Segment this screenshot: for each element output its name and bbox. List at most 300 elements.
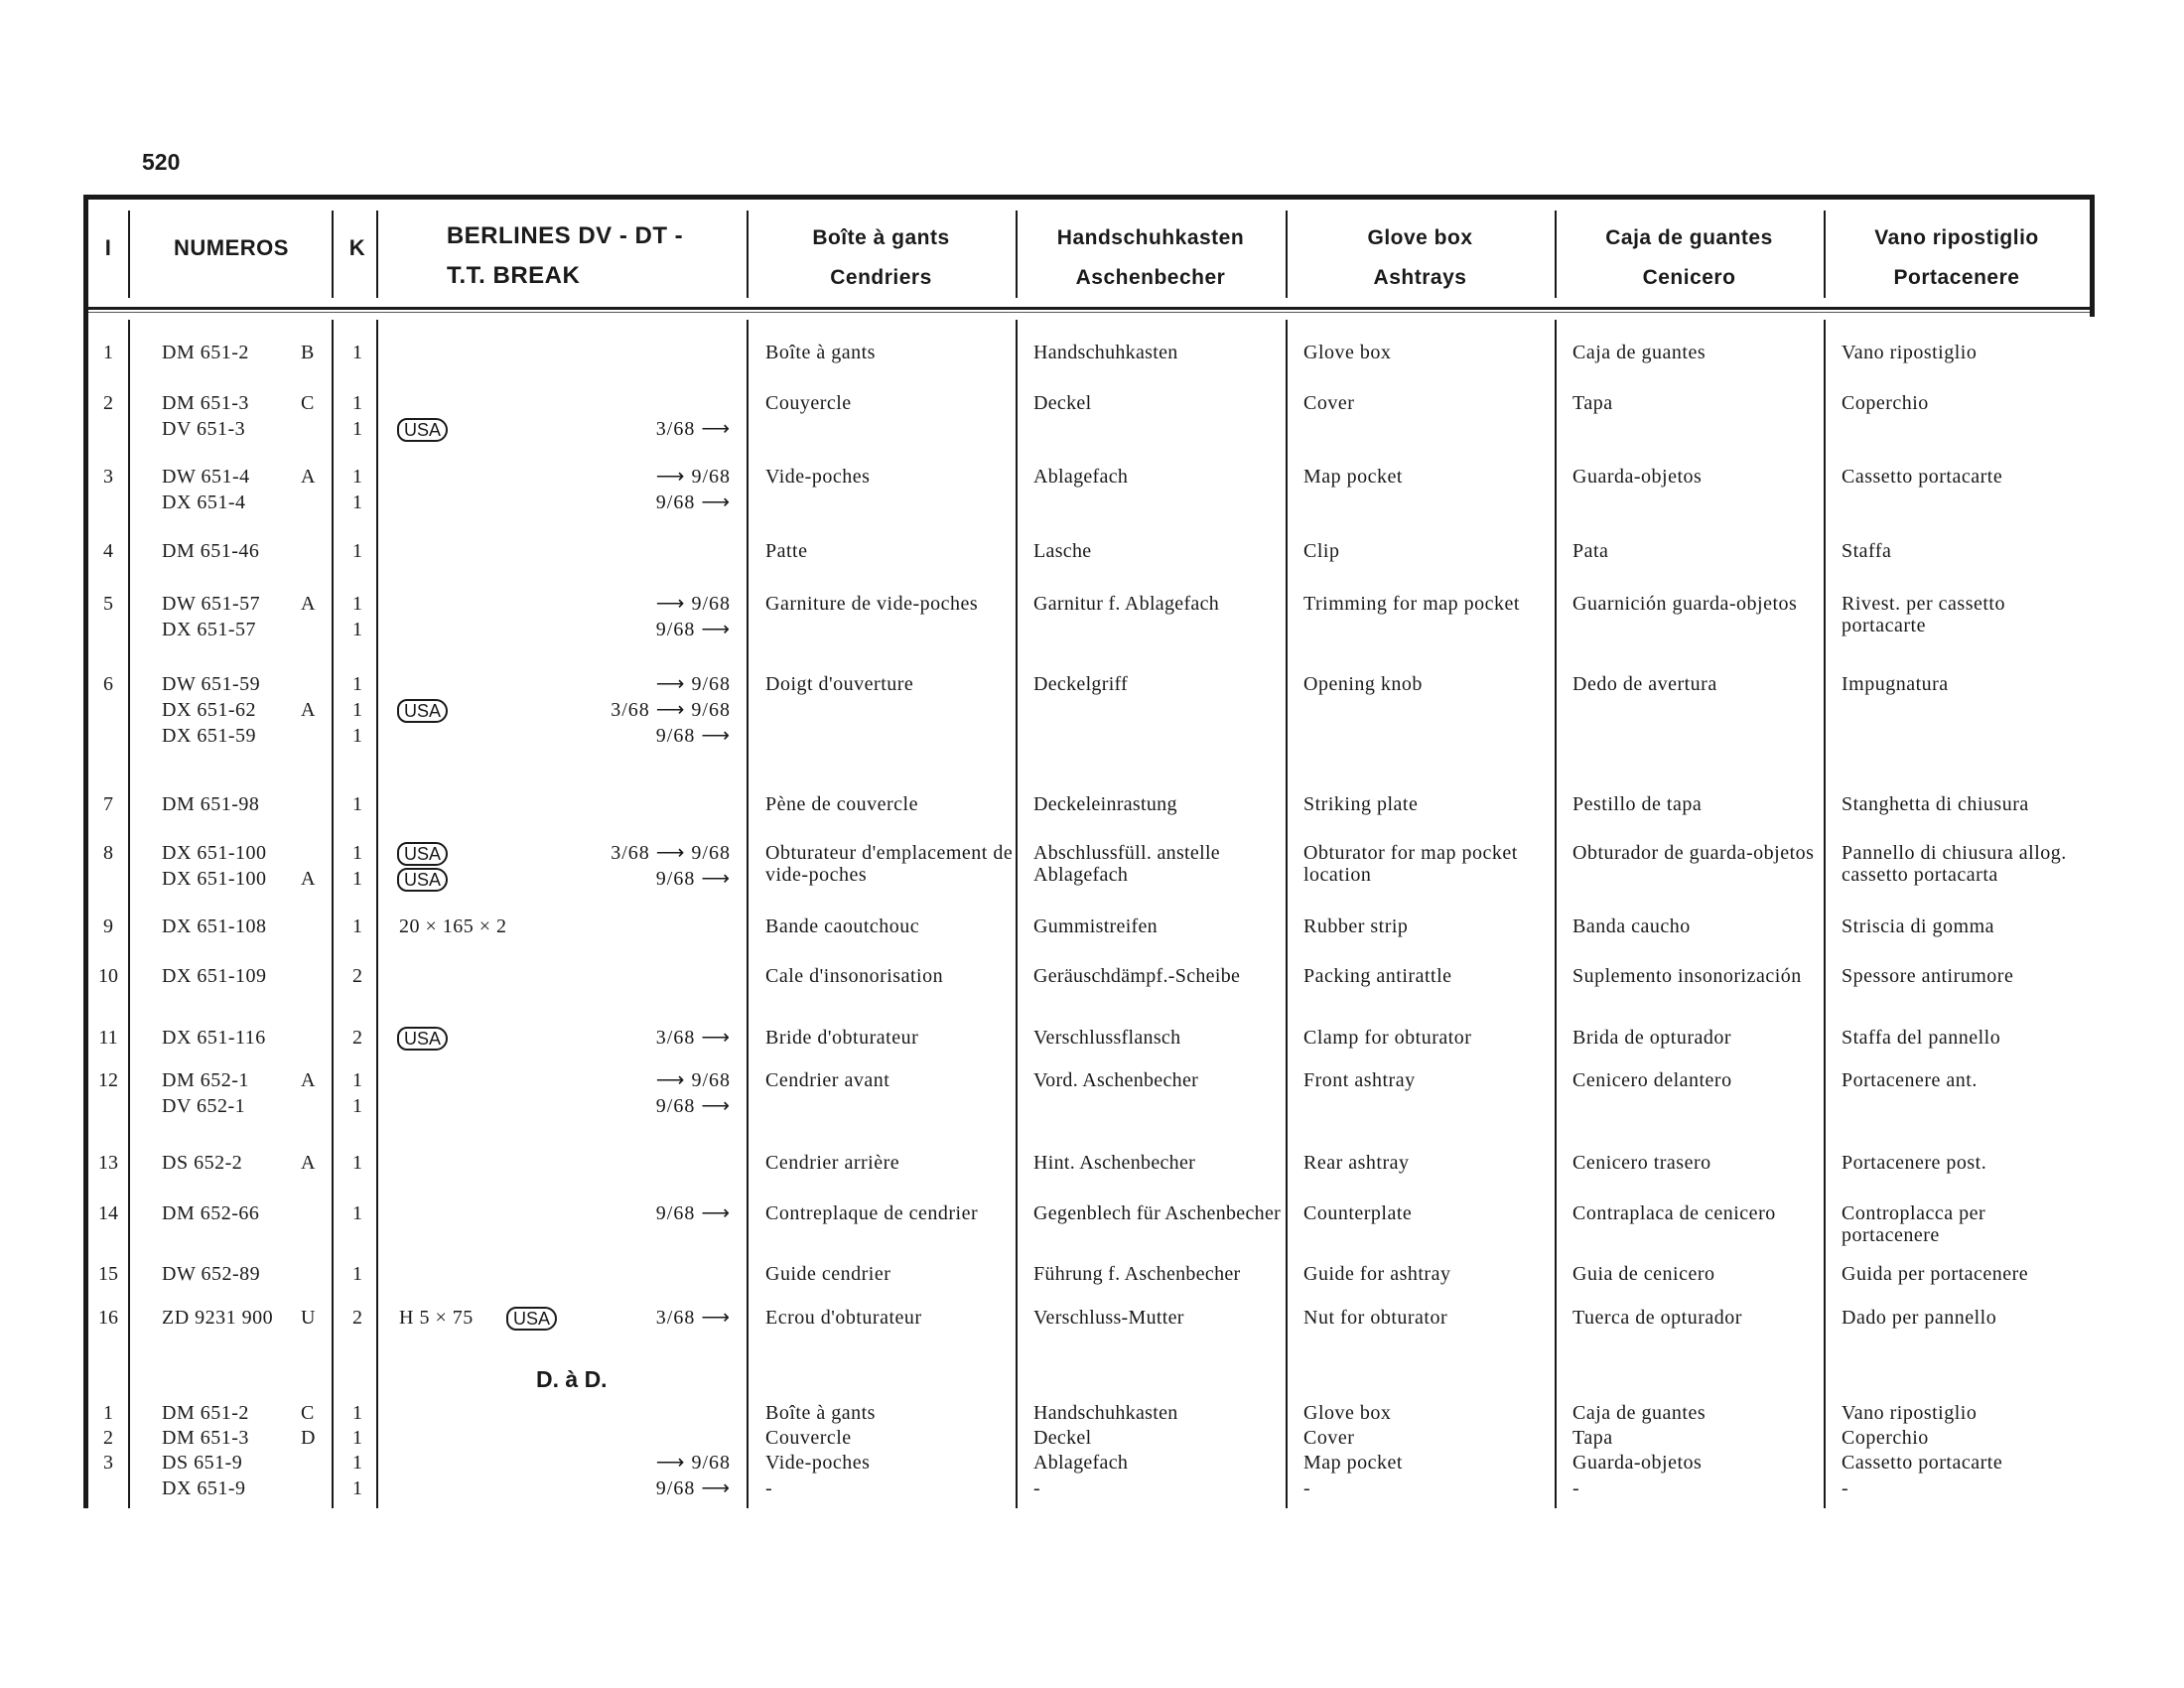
part-number-line bbox=[162, 868, 329, 894]
quantity bbox=[336, 1152, 379, 1178]
dash-placeholder: - bbox=[1572, 1477, 1580, 1499]
quantity-value: 1 bbox=[352, 673, 362, 695]
quantity-value: 1 bbox=[352, 1152, 362, 1174]
applicability bbox=[389, 540, 739, 566]
part-code: DV 652-1 bbox=[162, 1095, 246, 1117]
applicability-line bbox=[389, 1027, 739, 1053]
part-number-line bbox=[162, 1307, 329, 1333]
desc-german: Hint. Aschenbecher bbox=[1033, 1152, 1196, 1174]
part-variant bbox=[301, 793, 323, 819]
applicability-line bbox=[389, 1477, 739, 1503]
quantity-value: 1 bbox=[352, 1069, 362, 1091]
part-numbers bbox=[162, 1307, 329, 1333]
part-number-line bbox=[162, 1427, 329, 1453]
quantity-value: 1 bbox=[352, 1427, 362, 1449]
quantity-value: 2 bbox=[352, 1027, 362, 1049]
part-variant: U bbox=[301, 1307, 316, 1329]
quantity-value: 1 bbox=[352, 466, 362, 488]
applicability-line bbox=[389, 1307, 739, 1333]
desc-english: Nut for obturator bbox=[1303, 1307, 1448, 1329]
quantity-value: 1 bbox=[352, 725, 362, 747]
date-range: 9/68 ⟶ bbox=[655, 1477, 731, 1499]
desc-french: Doigt d'ouverture bbox=[765, 673, 914, 695]
part-numbers bbox=[162, 392, 329, 444]
desc-italian: Coperchio bbox=[1842, 392, 1929, 414]
part-number-line bbox=[162, 673, 329, 699]
applicability bbox=[389, 673, 739, 751]
date-range: 9/68 ⟶ bbox=[655, 868, 731, 890]
part-numbers bbox=[162, 1027, 329, 1053]
desc-english: Trimming for map pocket bbox=[1303, 593, 1520, 615]
part-number-line bbox=[162, 1402, 329, 1428]
part-code: DX 651-59 bbox=[162, 725, 257, 747]
part-number-line bbox=[162, 342, 329, 367]
desc-german: Lasche bbox=[1033, 540, 1092, 562]
desc-english: Glove box bbox=[1303, 342, 1392, 363]
desc-italian: Spessore antirumore bbox=[1842, 965, 2014, 987]
desc-english: Front ashtray bbox=[1303, 1069, 1416, 1091]
quantity bbox=[336, 1402, 379, 1428]
desc-french: Ecrou d'obturateur bbox=[765, 1307, 922, 1329]
quantity bbox=[336, 593, 379, 644]
applicability bbox=[389, 915, 739, 941]
usa-badge-icon: USA bbox=[506, 1307, 557, 1331]
part-code: DV 651-3 bbox=[162, 418, 246, 440]
header-en-line1: Glove box bbox=[1367, 226, 1473, 249]
desc-german: Geräuschdämpf.-Scheibe bbox=[1033, 965, 1241, 987]
part-number-line bbox=[162, 699, 329, 725]
desc-spanish: Caja de guantes bbox=[1572, 342, 1706, 363]
row-index: 13 bbox=[98, 1152, 118, 1174]
date-range: 3/68 ⟶ 9/68 bbox=[611, 699, 731, 721]
date-range: 9/68 ⟶ bbox=[655, 725, 731, 747]
quantity bbox=[336, 1069, 379, 1121]
desc-german: Verschluss-Mutter bbox=[1033, 1307, 1184, 1329]
desc-italian: Portacenere ant. bbox=[1842, 1069, 1978, 1091]
header-col-k: K bbox=[348, 235, 366, 260]
applicability-line bbox=[389, 699, 739, 725]
quantity-value: 1 bbox=[352, 1402, 362, 1424]
part-variant bbox=[301, 540, 323, 566]
header-it-line1: Vano ripostiglio bbox=[1874, 226, 2039, 249]
applicability-line bbox=[389, 868, 739, 894]
desc-french: Vide-poches bbox=[765, 466, 871, 488]
quantity-value: 1 bbox=[352, 392, 362, 414]
desc-english: Clip bbox=[1303, 540, 1340, 562]
part-code: DS 652-2 bbox=[162, 1152, 243, 1174]
part-code: DX 651-100 bbox=[162, 842, 267, 864]
part-numbers bbox=[162, 793, 329, 819]
desc-french: Boîte à gants bbox=[765, 342, 876, 363]
desc-french: Bride d'obturateur bbox=[765, 1027, 919, 1049]
desc-german: Abschlussfüll. anstelle Ablagefach bbox=[1033, 842, 1220, 886]
applicability-line bbox=[389, 793, 739, 819]
page-number: 520 bbox=[142, 149, 181, 175]
desc-german: Ablagefach bbox=[1033, 1452, 1129, 1474]
desc-french: Couyercle bbox=[765, 392, 852, 414]
applicability bbox=[389, 342, 739, 367]
quantity-value: 2 bbox=[352, 1307, 362, 1329]
desc-italian: Impugnatura bbox=[1842, 673, 1949, 695]
desc-english: Opening knob bbox=[1303, 673, 1423, 695]
quantity-value: 1 bbox=[352, 868, 362, 890]
header-berlines-line1: BERLINES DV - DT - bbox=[446, 222, 684, 249]
quantity-value: 1 bbox=[352, 1095, 362, 1117]
header-col-berlines bbox=[383, 216, 747, 296]
desc-german: Deckel bbox=[1033, 392, 1092, 414]
date-range: 3/68 ⟶ bbox=[655, 418, 731, 440]
part-number-line bbox=[162, 392, 329, 418]
applicability-line bbox=[389, 392, 739, 418]
part-variant bbox=[301, 492, 323, 517]
desc-french: Cendrier avant bbox=[765, 1069, 890, 1091]
applicability bbox=[389, 1027, 739, 1053]
desc-french: Obturateur d'emplacement de vide-poches bbox=[765, 842, 1014, 886]
part-numbers bbox=[162, 1069, 329, 1121]
desc-italian: Dado per pannello bbox=[1842, 1307, 1997, 1329]
part-code: DW 651-4 bbox=[162, 466, 250, 488]
col-sep bbox=[1824, 320, 1826, 1508]
row-index: 9 bbox=[103, 915, 113, 937]
part-variant bbox=[301, 842, 323, 868]
quantity-value: 2 bbox=[352, 965, 362, 987]
applicability bbox=[389, 1069, 739, 1121]
part-number-line bbox=[162, 793, 329, 819]
part-variant bbox=[301, 725, 323, 751]
col-sep bbox=[1286, 320, 1288, 1508]
desc-spanish: Cenicero delantero bbox=[1572, 1069, 1732, 1091]
dimension: H 5 × 75 bbox=[399, 1307, 474, 1329]
row-index: 16 bbox=[98, 1307, 118, 1329]
col-sep bbox=[128, 320, 130, 1508]
desc-italian: Striscia di gomma bbox=[1842, 915, 1995, 937]
quantity-value: 1 bbox=[352, 842, 362, 864]
row-index: 2 bbox=[103, 392, 113, 414]
part-code: DW 652-89 bbox=[162, 1263, 261, 1285]
applicability bbox=[389, 1307, 739, 1333]
dash-placeholder: - bbox=[1303, 1477, 1311, 1499]
applicability-line bbox=[389, 418, 739, 444]
part-variant: C bbox=[301, 392, 315, 414]
desc-english: Rear ashtray bbox=[1303, 1152, 1410, 1174]
part-numbers bbox=[162, 593, 329, 644]
desc-italian: Staffa bbox=[1842, 540, 1892, 562]
desc-spanish: Guarnición guarda-objetos bbox=[1572, 593, 1798, 615]
desc-spanish: Dedo de avertura bbox=[1572, 673, 1717, 695]
header-fr-line2: Cendriers bbox=[830, 266, 932, 289]
desc-english: Map pocket bbox=[1303, 466, 1403, 488]
quantity bbox=[336, 1027, 379, 1053]
col-sep bbox=[128, 211, 130, 298]
part-variant: A bbox=[301, 1152, 316, 1174]
part-code: DS 651-9 bbox=[162, 1452, 243, 1474]
row-index: 7 bbox=[103, 793, 113, 815]
applicability-line bbox=[389, 842, 739, 868]
row-index: 3 bbox=[103, 466, 113, 488]
applicability bbox=[389, 593, 739, 644]
part-code: DX 651-109 bbox=[162, 965, 267, 987]
date-range: 3/68 ⟶ 9/68 bbox=[611, 842, 731, 864]
desc-italian: Staffa del pannello bbox=[1842, 1027, 2001, 1049]
row-index: 1 bbox=[103, 342, 113, 363]
desc-spanish: Contraplaca de cenicero bbox=[1572, 1202, 1776, 1224]
desc-english: Obturator for map pocket location bbox=[1303, 842, 1518, 886]
header-rule bbox=[88, 307, 2090, 310]
applicability bbox=[389, 1452, 739, 1503]
quantity bbox=[336, 1307, 379, 1333]
table-frame-right bbox=[2090, 195, 2095, 317]
applicability bbox=[389, 965, 739, 991]
part-numbers bbox=[162, 342, 329, 367]
usa-badge-icon: USA bbox=[397, 699, 448, 723]
part-code: ZD 9231 900 bbox=[162, 1307, 274, 1329]
header-fr-line1: Boîte à gants bbox=[812, 226, 950, 249]
applicability-line bbox=[389, 619, 739, 644]
part-variant: A bbox=[301, 1069, 316, 1091]
row-index: 11 bbox=[98, 1027, 118, 1049]
row-index: 4 bbox=[103, 540, 113, 562]
dash-placeholder: - bbox=[1842, 1477, 1849, 1499]
quantity bbox=[336, 466, 379, 517]
desc-german: Ablagefach bbox=[1033, 466, 1129, 488]
col-sep bbox=[1016, 320, 1018, 1508]
date-range: ⟶ 9/68 bbox=[655, 1069, 731, 1091]
applicability bbox=[389, 1402, 739, 1428]
date-range: ⟶ 9/68 bbox=[655, 466, 731, 488]
desc-german: Gummistreifen bbox=[1033, 915, 1158, 937]
applicability-line bbox=[389, 1402, 739, 1428]
part-numbers bbox=[162, 1427, 329, 1453]
desc-italian: Stanghetta di chiusura bbox=[1842, 793, 2029, 815]
desc-italian: Controplacca per portacenere bbox=[1842, 1202, 1986, 1246]
quantity bbox=[336, 965, 379, 991]
desc-german: Verschlussflansch bbox=[1033, 1027, 1181, 1049]
desc-french: Vide-poches bbox=[765, 1452, 871, 1474]
part-number-line bbox=[162, 842, 329, 868]
part-number-line bbox=[162, 1152, 329, 1178]
header-rule-thin bbox=[88, 312, 2090, 313]
quantity-value: 1 bbox=[352, 699, 362, 721]
quantity bbox=[336, 793, 379, 819]
part-code: DX 651-108 bbox=[162, 915, 267, 937]
desc-german: Gegenblech für Aschenbecher bbox=[1033, 1202, 1282, 1224]
applicability-line bbox=[389, 965, 739, 991]
part-number-line bbox=[162, 418, 329, 444]
usa-badge-icon: USA bbox=[397, 418, 448, 442]
date-range: 9/68 ⟶ bbox=[655, 492, 731, 513]
header-de-line2: Aschenbecher bbox=[1075, 266, 1226, 289]
row-index: 6 bbox=[103, 673, 113, 695]
desc-spanish: Brida de opturador bbox=[1572, 1027, 1732, 1049]
part-number-line bbox=[162, 619, 329, 644]
quantity bbox=[336, 1202, 379, 1228]
date-range: 9/68 ⟶ bbox=[655, 619, 731, 640]
applicability-line bbox=[389, 915, 739, 941]
applicability-line bbox=[389, 1202, 739, 1228]
part-code: DM 652-66 bbox=[162, 1202, 260, 1224]
desc-italian: Coperchio bbox=[1842, 1427, 1929, 1449]
part-numbers bbox=[162, 673, 329, 751]
applicability bbox=[389, 1427, 739, 1453]
header-col-numeros: NUMEROS bbox=[174, 235, 289, 260]
part-code: DX 651-116 bbox=[162, 1027, 266, 1049]
part-variant bbox=[301, 915, 323, 941]
part-code: DM 651-3 bbox=[162, 392, 249, 414]
applicability bbox=[389, 842, 739, 894]
desc-spanish: Caja de guantes bbox=[1572, 1402, 1706, 1424]
desc-italian: Cassetto portacarte bbox=[1842, 466, 2003, 488]
desc-spanish: Obturador de guarda-objetos bbox=[1572, 842, 1815, 864]
desc-spanish: Pestillo de tapa bbox=[1572, 793, 1703, 815]
desc-french: Bande caoutchouc bbox=[765, 915, 920, 937]
desc-german: Garnitur f. Ablagefach bbox=[1033, 593, 1220, 615]
desc-italian: Rivest. per cassetto portacarte bbox=[1842, 593, 2005, 636]
part-number-line bbox=[162, 915, 329, 941]
applicability bbox=[389, 793, 739, 819]
part-variant bbox=[301, 1095, 323, 1121]
header-en-line2: Ashtrays bbox=[1373, 266, 1467, 289]
dimension: 20 × 165 × 2 bbox=[399, 915, 507, 937]
quantity-value: 1 bbox=[352, 1202, 362, 1224]
part-code: DM 651-98 bbox=[162, 793, 260, 815]
part-variant bbox=[301, 965, 323, 991]
part-code: DX 651-9 bbox=[162, 1477, 246, 1499]
part-variant: B bbox=[301, 342, 315, 363]
desc-spanish: Cenicero trasero bbox=[1572, 1152, 1711, 1174]
desc-spanish: Suplemento insonorización bbox=[1572, 965, 1802, 987]
desc-italian: Portacenere post. bbox=[1842, 1152, 1987, 1174]
part-variant bbox=[301, 1263, 323, 1289]
applicability bbox=[389, 1152, 739, 1178]
desc-english: Striking plate bbox=[1303, 793, 1419, 815]
desc-english: Clamp for obturator bbox=[1303, 1027, 1472, 1049]
applicability bbox=[389, 466, 739, 517]
part-numbers bbox=[162, 965, 329, 991]
part-variant: C bbox=[301, 1402, 315, 1424]
desc-german: Handschuhkasten bbox=[1033, 1402, 1178, 1424]
quantity-value: 1 bbox=[352, 1452, 362, 1474]
applicability bbox=[389, 1263, 739, 1289]
desc-german: Vord. Aschenbecher bbox=[1033, 1069, 1199, 1091]
desc-french: Garniture de vide-poches bbox=[765, 593, 979, 615]
desc-italian: Vano ripostiglio bbox=[1842, 1402, 1978, 1424]
part-code: DM 651-2 bbox=[162, 1402, 249, 1424]
quantity bbox=[336, 1427, 379, 1453]
desc-italian: Cassetto portacarte bbox=[1842, 1452, 2003, 1474]
col-sep bbox=[332, 211, 334, 298]
part-variant bbox=[301, 1202, 323, 1228]
part-variant bbox=[301, 1452, 323, 1477]
part-code: DW 651-57 bbox=[162, 593, 261, 615]
part-number-line bbox=[162, 492, 329, 517]
part-number-line bbox=[162, 1477, 329, 1503]
part-variant bbox=[301, 1027, 323, 1053]
header-es-line2: Cenicero bbox=[1642, 266, 1736, 289]
quantity-value: 1 bbox=[352, 418, 362, 440]
header-col-spanish bbox=[1555, 218, 1824, 298]
desc-german: Handschuhkasten bbox=[1033, 342, 1178, 363]
desc-french: Couvercle bbox=[765, 1427, 852, 1449]
applicability-line bbox=[389, 1152, 739, 1178]
desc-french: Contreplaque de cendrier bbox=[765, 1202, 979, 1224]
desc-french: Patte bbox=[765, 540, 808, 562]
header-es-line1: Caja de guantes bbox=[1605, 226, 1773, 249]
part-code: DX 651-4 bbox=[162, 492, 246, 513]
part-code: DM 652-1 bbox=[162, 1069, 249, 1091]
part-numbers bbox=[162, 466, 329, 517]
desc-french: Guide cendrier bbox=[765, 1263, 891, 1285]
applicability bbox=[389, 392, 739, 444]
applicability-line bbox=[389, 1263, 739, 1289]
part-number-line bbox=[162, 1095, 329, 1121]
applicability bbox=[389, 1202, 739, 1228]
applicability-line bbox=[389, 466, 739, 492]
part-code: DX 651-100 bbox=[162, 868, 267, 890]
date-range: ⟶ 9/68 bbox=[655, 673, 731, 695]
desc-english: Glove box bbox=[1303, 1402, 1392, 1424]
date-range: 3/68 ⟶ bbox=[655, 1027, 731, 1049]
date-range: 3/68 ⟶ bbox=[655, 1307, 731, 1329]
part-numbers bbox=[162, 1402, 329, 1428]
quantity bbox=[336, 842, 379, 894]
quantity bbox=[336, 540, 379, 566]
part-numbers bbox=[162, 1202, 329, 1228]
desc-german: Deckeleinrastung bbox=[1033, 793, 1177, 815]
row-index: 8 bbox=[103, 842, 113, 864]
date-range: ⟶ 9/68 bbox=[655, 593, 731, 615]
row-index: 10 bbox=[98, 965, 118, 987]
part-variant: A bbox=[301, 466, 316, 488]
part-code: DW 651-59 bbox=[162, 673, 261, 695]
part-number-line bbox=[162, 1202, 329, 1228]
dash-placeholder: - bbox=[1033, 1477, 1040, 1499]
applicability-line bbox=[389, 1427, 739, 1453]
dash-placeholder: - bbox=[765, 1477, 773, 1499]
applicability-line bbox=[389, 1069, 739, 1095]
applicability-line bbox=[389, 540, 739, 566]
part-number-line bbox=[162, 540, 329, 566]
usa-badge-icon: USA bbox=[397, 842, 448, 866]
col-sep bbox=[332, 320, 334, 1508]
header-col-german bbox=[1016, 218, 1286, 298]
desc-english: Counterplate bbox=[1303, 1202, 1413, 1224]
quantity bbox=[336, 915, 379, 941]
header-col-english bbox=[1286, 218, 1555, 298]
desc-english: Rubber strip bbox=[1303, 915, 1409, 937]
col-sep bbox=[1555, 320, 1557, 1508]
desc-french: Pène de couvercle bbox=[765, 793, 918, 815]
section-label-dad: D. à D. bbox=[536, 1366, 608, 1392]
desc-german: Führung f. Aschenbecher bbox=[1033, 1263, 1241, 1285]
quantity-value: 1 bbox=[352, 342, 362, 363]
applicability-line bbox=[389, 492, 739, 517]
desc-spanish: Tuerca de opturador bbox=[1572, 1307, 1742, 1329]
desc-italian: Vano ripostiglio bbox=[1842, 342, 1978, 363]
desc-english: Packing antirattle bbox=[1303, 965, 1452, 987]
quantity-value: 1 bbox=[352, 793, 362, 815]
desc-french: Boîte à gants bbox=[765, 1402, 876, 1424]
part-code: DM 651-2 bbox=[162, 342, 249, 363]
desc-spanish: Guia de cenicero bbox=[1572, 1263, 1715, 1285]
part-code: DX 651-57 bbox=[162, 619, 257, 640]
date-range: 9/68 ⟶ bbox=[655, 1095, 731, 1117]
desc-english: Cover bbox=[1303, 1427, 1355, 1449]
col-sep bbox=[747, 320, 749, 1508]
header-it-line2: Portacenere bbox=[1893, 266, 2020, 289]
row-index: 3 bbox=[103, 1452, 113, 1474]
part-variant bbox=[301, 1477, 323, 1503]
applicability-line bbox=[389, 342, 739, 367]
